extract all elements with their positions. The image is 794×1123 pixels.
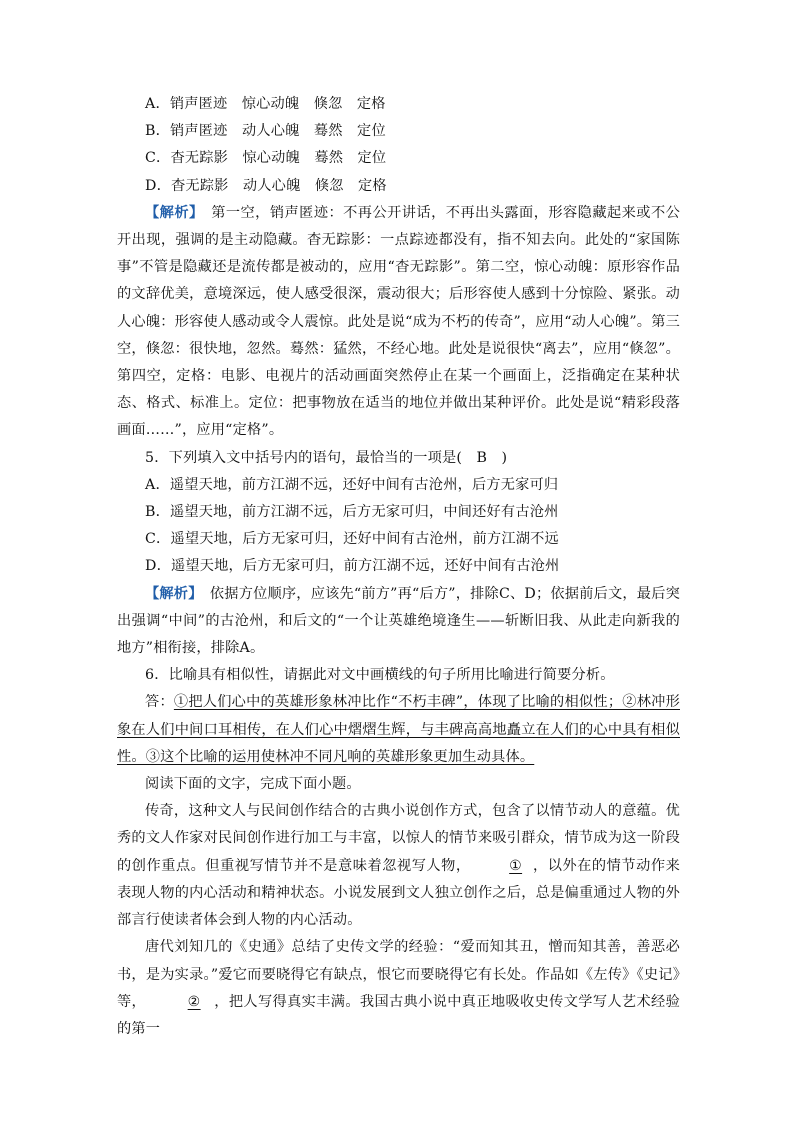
reading-paragraph-2 <box>117 934 680 1043</box>
analysis-tag: 【解析】 <box>145 204 197 221</box>
q5-stem: 5．下列填入文中括号内的语句，最恰当的一项是( B ) <box>145 449 508 466</box>
text-column <box>117 91 680 1043</box>
q4-option-d: D．杳无踪影 动人心魄 倏忽 定格 <box>145 177 387 194</box>
q6-answer-label: 答： <box>145 694 174 711</box>
blank-1: ① <box>509 857 523 874</box>
paragraph-1-part-a: 传奇，这种文人与民间创作结合的古典小说创作方式，包含了以情节动人的意蕴。优秀的文人作家对民间创作进行加工与丰富，以惊人的情节来吸引群众，情节成为这一阶段的创作重点。但重视写情节并不是意味着忽视写人物， <box>117 803 680 874</box>
q5-option-d: D．遥望天地，后方无家可归，前方江湖不远，还好中间有古沧州 <box>145 558 560 575</box>
q6-stem: 6．比喻具有相似性，请据此对文中画横线的句子所用比喻进行简要分析。 <box>145 667 615 684</box>
q5-analysis <box>117 581 680 663</box>
reading-paragraph-1 <box>117 798 680 934</box>
q4-option-a: A．销声匿迹 惊心动魄 倏忽 定格 <box>145 96 386 112</box>
paragraph-2-part-b: ，把人写得真实丰满。我国古典小说中真正地吸收史传文学写人艺术经验的第一 <box>117 993 680 1037</box>
q4-analysis <box>117 200 680 445</box>
q5-analysis-text: 依据方位顺序，应该先“前方”再“后方”，排除C、D；依据前后文，最后突出强调“中间”的古沧州，和后文的“一个让英雄绝境逢生——斩断旧我、从此走向新我的地方”相衔接，排除A。 <box>117 585 680 657</box>
reading-intro: 阅读下面的文字，完成下面小题。 <box>145 776 361 793</box>
q5-option-c: C．遥望天地，后方无家可归，还好中间有古沧州，前方江湖不远 <box>145 531 559 548</box>
analysis-tag: 【解析】 <box>145 585 196 602</box>
blank-2: ② <box>187 993 201 1010</box>
q4-option-b: B．销声匿迹 动人心魄 蓦然 定位 <box>145 123 386 140</box>
q6-answer-text: ①把人们心中的英雄形象林冲比作“不朽丰碑”，体现了比喻的相似性；②林冲形象在人们中间口耳相传，在人们心中熠熠生辉，与丰碑高高地矗立在人们的心中具有相似性。③这个比喻的运用使林冲不同凡响的英雄形象更加生动具体。 <box>117 694 680 765</box>
q5-option-b: B．遥望天地，前方江湖不远，后方无家可归，中间还好有古沧州 <box>145 504 559 521</box>
paragraph-1-part-b: ，以外在的情节动作来表现人物的内心活动和精神状态。小说发展到文人独立创作之后，总是偏重通过人物的外部言行使读者体会到人物的内心活动。 <box>117 857 680 929</box>
q5-option-a: A．遥望天地，前方江湖不远，还好中间有古沧州，后方无家可归 <box>145 476 559 493</box>
q4-analysis-text: 第一空，销声匿迹：不再公开讲话，不再出头露面，形容隐藏起来或不公开出现，强调的是主动隐藏。杳无踪影：一点踪迹都没有，指不知去向。此处的“家国陈事”不管是隐藏还是流传都是被动的，应用“杳无踪影”。第二空，惊心动魄：原形容作品的文辞优美，意境深远，使人感受很深，震动很大；后形容使人感到十分惊险、紧张。动人心魄：形容使人感动或令人震惊。此处是说“成为不朽的传奇”，应用“动人心魄”。第三空，倏忽：很快地，忽然。蓦然：猛然，不经心地。此处是说很快“离去”，应用“倏忽”。第四空，定格：电影、电视片的活动画面突然停止在某一个画面上，泛指确定在某种状态、格式、标准上。定位：把事物放在适当的地位并做出某种评价。此处是说“精彩段落画面……”，应用“定格”。 <box>117 204 681 439</box>
paragraph-2-part-a: 唐代刘知几的《史通》总结了史传文学的经验：“爱而知其丑，憎而知其善，善恶必书，是为实录。”爱它而要晓得它有缺点，恨它而要晓得它有长处。作品如《左传》《史记》等， <box>117 939 680 1010</box>
q4-option-c: C．杳无踪影 惊心动魄 蓦然 定位 <box>145 150 387 167</box>
q6-answer <box>117 689 680 771</box>
